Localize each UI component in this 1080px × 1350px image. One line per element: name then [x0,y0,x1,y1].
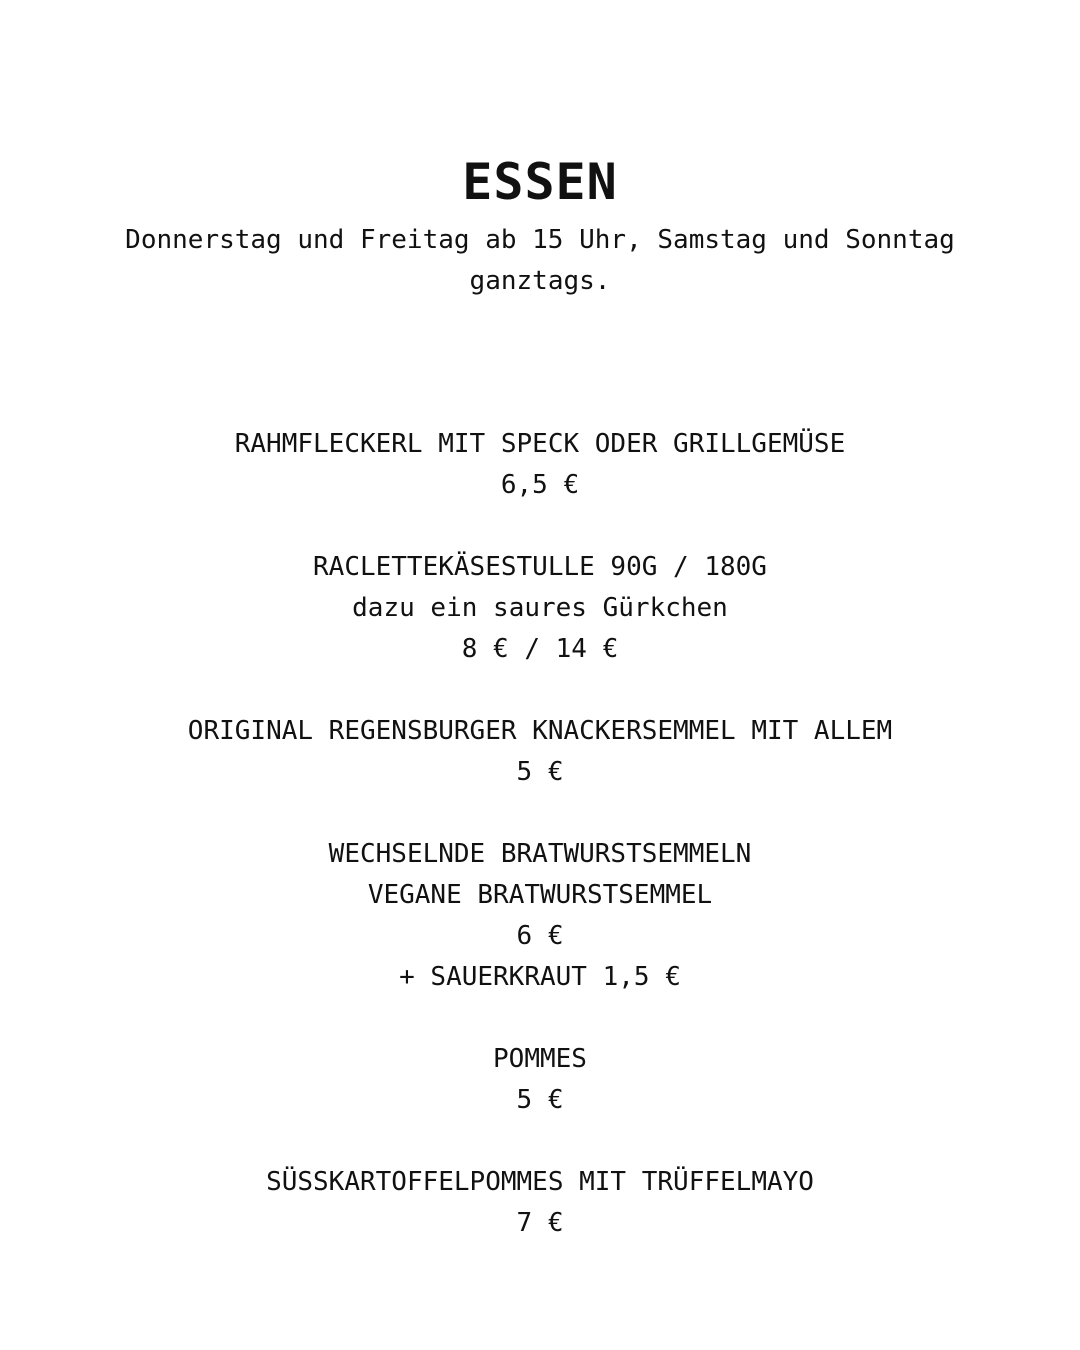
menu-item-name: RAHMFLECKERL MIT SPECK ODER GRILLGEMÜSE [234,429,846,459]
menu-item-price: 7 € [516,1208,564,1238]
menu-item-price: 5 € [516,1085,564,1115]
menu-item [60,711,1020,793]
menu-item-price: 5 € [516,757,564,787]
menu-item-name: WECHSELNDE BRATWURSTSEMMELN [328,839,752,869]
menu-item [60,1039,1020,1121]
menu-item-name: SÜSSKARTOFFELPOMMES MIT TRÜFFELMAYO [266,1167,814,1197]
menu-item [60,547,1020,670]
menu-list [60,424,1020,1244]
menu-item-name-secondary: VEGANE BRATWURSTSEMMEL [367,880,713,910]
menu-item-price: 6 € [516,921,564,951]
menu-item-price: 8 € / 14 € [461,634,619,664]
menu-item [60,1162,1020,1244]
menu-item-name: RACLETTEKÄSESTULLE 90G / 180G [313,552,767,582]
page-title: ESSEN [462,153,618,211]
menu-item-name: ORIGINAL REGENSBURGER KNACKERSEMMEL MIT ALLEM [187,716,893,746]
menu-item [60,834,1020,998]
menu-item-name: POMMES [493,1044,587,1074]
menu-item [60,424,1020,506]
menu-item-extra: + SAUERKRAUT 1,5 € [399,962,681,992]
menu-item-price: 6,5 € [500,470,580,500]
menu-item-note: dazu ein saures Gürkchen [352,593,728,623]
opening-hours-text: Donnerstag und Freitag ab 15 Uhr, Samstag und Sonntag ganztags. [125,225,955,296]
